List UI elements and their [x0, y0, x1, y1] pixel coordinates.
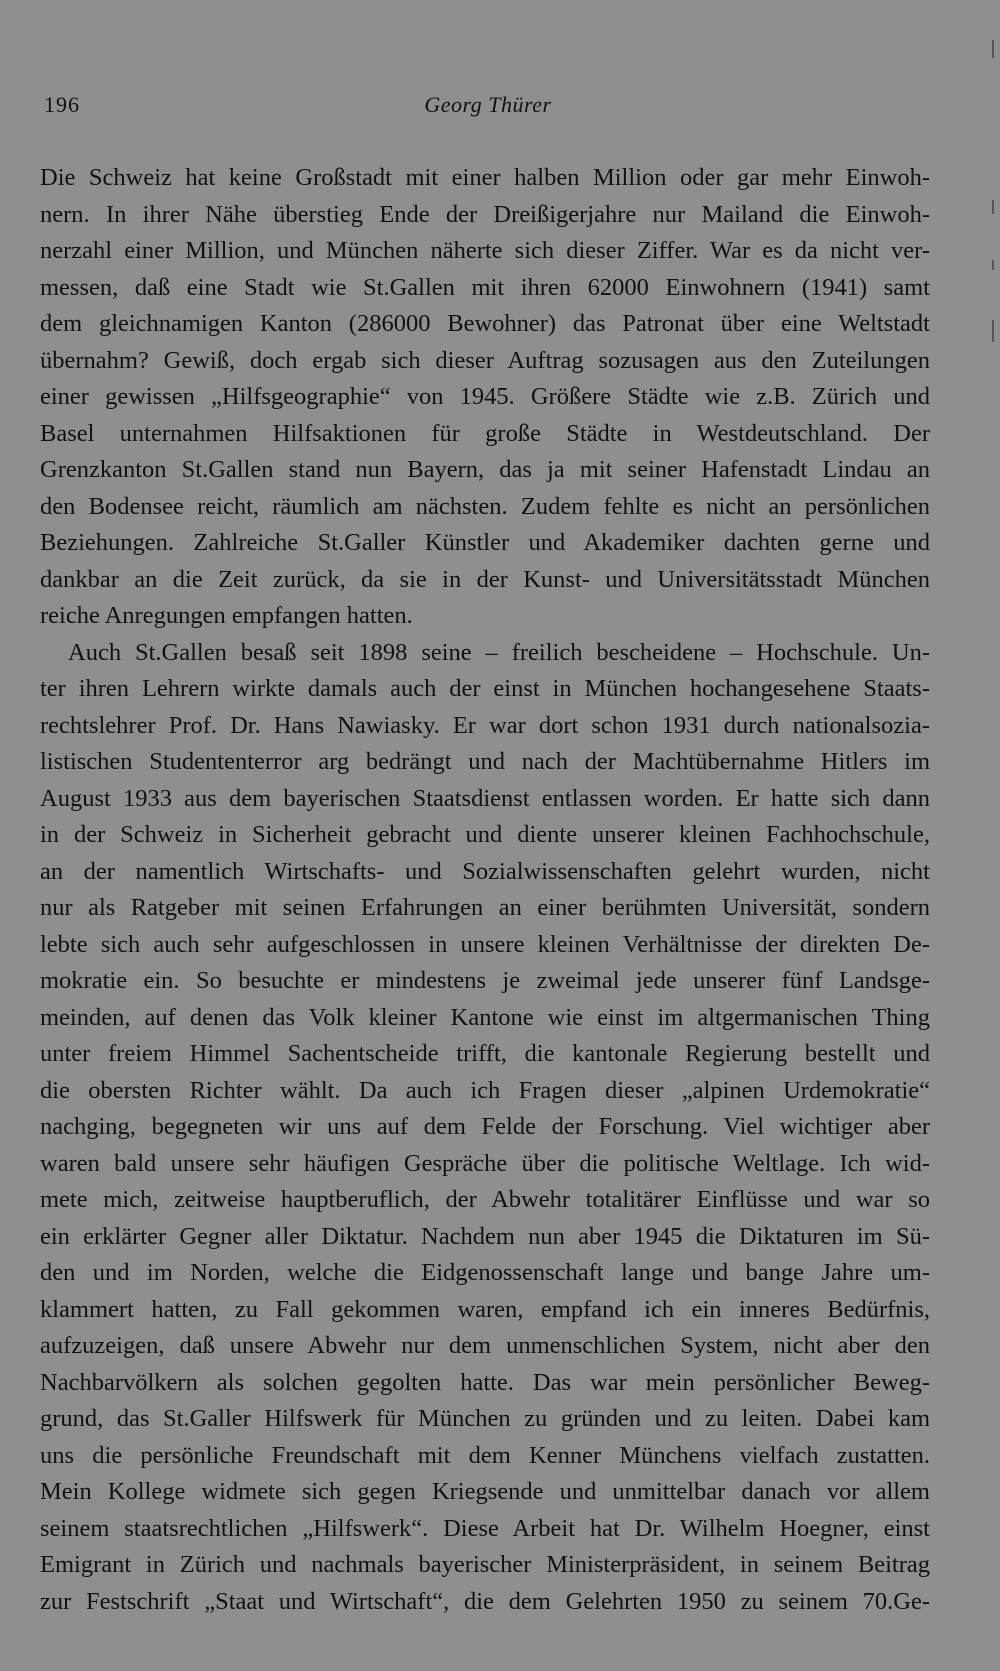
text-line: in der Schweiz in Sicherheit gebracht und diente unserer kleinen Fachhochschule,: [40, 821, 930, 848]
text-line: rechtslehrer Prof. Dr. Hans Nawiasky. Er war dort schon 1931 durch nationalsozia-: [40, 711, 930, 739]
text-line: dem gleichnamigen Kanton (286000 Bewohner) das Patronat über eine Weltstadt: [40, 310, 930, 337]
running-head-author: Georg Thürer: [424, 92, 552, 117]
text-line: Basel unternahmen Hilfsaktionen für große Städte in Westdeutschland. Der: [40, 419, 930, 447]
text-line: die obersten Richter wählt. Da auch ich Fragen dieser „alpinen Urdemokratie“: [40, 1076, 930, 1104]
text-line: Emigrant in Zürich und nachmals bayerischer Ministerpräsident, in seinem Beitrag: [40, 1551, 930, 1578]
text-line: einer gewissen „Hilfsgeographie“ von 1945. Größere Städte wie z.B. Zürich und: [40, 383, 930, 410]
text-line: August 1933 aus dem bayerischen Staatsdienst entlassen worden. Er hatte sich dann: [40, 784, 930, 812]
text-line: dankbar an die Zeit zurück, da sie in der Kunst- und Universitätsstadt München: [40, 565, 930, 593]
text-line: Grenzkanton St.Gallen stand nun Bayern, das ja mit seiner Hafenstadt Lindau an: [40, 456, 930, 483]
text-line: messen, daß eine Stadt wie St.Gallen mit ihren 62000 Einwohnern (1941) samt: [40, 273, 930, 301]
text-line: klammert hatten, zu Fall gekommen waren, empfand ich ein inneres Bedürfnis,: [40, 1295, 930, 1323]
text-line: ein erklärter Gegner aller Diktatur. Nachdem nun aber 1945 die Diktaturen im Sü-: [40, 1222, 930, 1250]
text-line-paragraph-end: reiche Anregungen empfangen hatten.: [40, 602, 413, 629]
text-line: übernahm? Gewiß, doch ergab sich dieser Auftrag sozusagen aus den Zuteilungen: [40, 346, 930, 374]
scan-edge-mark: [992, 320, 994, 342]
text-line: den Bodensee reicht, räumlich am nächsten. Zudem fehlte es nicht an persönlichen: [40, 492, 930, 520]
text-line: nerzahl einer Million, und München näherte sich dieser Ziffer. War es da nicht ver-: [40, 237, 930, 264]
text-line: aufzuzeigen, daß unsere Abwehr nur dem unmenschlichen System, nicht aber den: [40, 1332, 930, 1359]
text-line: den und im Norden, welche die Eidgenossenschaft lange und bange Jahre um-: [40, 1259, 930, 1286]
body-text: [40, 160, 930, 1620]
text-line: waren bald unsere sehr häufigen Gespräche über die politische Weltlage. Ich wid-: [40, 1149, 930, 1177]
text-line: mete mich, zeitweise hauptberuflich, der Abwehr totalitärer Einflüsse und war so: [40, 1186, 930, 1213]
text-line: meinden, auf denen das Volk kleiner Kantone wie einst im altgermanischen Thing: [40, 1003, 930, 1031]
page-number: 196: [44, 92, 80, 117]
text-line: nur als Ratgeber mit seinen Erfahrungen an einer berühmten Universität, sondern: [40, 894, 930, 921]
page-header: [44, 92, 932, 122]
scan-edge-marks: [991, 40, 994, 1140]
text-line: unter freiem Himmel Sachentscheide trifft, die kantonale Regierung bestellt und: [40, 1040, 930, 1067]
text-line: Die Schweiz hat keine Großstadt mit einer halben Million oder gar mehr Einwoh-: [40, 164, 930, 191]
scan-edge-mark: [992, 200, 994, 214]
text-line: Beziehungen. Zahlreiche St.Galler Künstler und Akademiker dachten gerne und: [40, 529, 930, 556]
text-line: nern. In ihrer Nähe überstieg Ende der Dreißigerjahre nur Mailand die Einwoh-: [40, 200, 930, 228]
text-line: mokratie ein. So besuchte er mindestens je zweimal jede unserer fünf Landsge-: [40, 967, 930, 994]
text-line: Nachbarvölkern als solchen gegolten hatte. Das war mein persönlicher Beweg-: [40, 1368, 930, 1396]
text-line: ter ihren Lehrern wirkte damals auch der einst in München hochangesehene Staats-: [40, 675, 930, 702]
scan-edge-mark: [992, 260, 994, 270]
text-line: uns die persönliche Freundschaft mit dem Kenner Münchens vielfach zustatten.: [40, 1441, 930, 1469]
text-line-paragraph-start: Auch St.Gallen besaß seit 1898 seine – freilich bescheidene – Hochschule. Un-: [68, 638, 930, 666]
text-line: zur Festschrift „Staat und Wirtschaft“, die dem Gelehrten 1950 zu seinem 70.Ge-: [40, 1587, 930, 1615]
text-line: seinem staatsrechtlichen „Hilfswerk“. Diese Arbeit hat Dr. Wilhelm Hoegner, einst: [40, 1514, 930, 1542]
text-line: nachging, begegneten wir uns auf dem Felde der Forschung. Viel wichtiger aber: [40, 1113, 930, 1140]
text-line: an der namentlich Wirtschafts- und Sozialwissenschaften gelehrt wurden, nicht: [40, 857, 930, 885]
text-line: grund, das St.Galler Hilfswerk für München zu gründen und zu leiten. Dabei kam: [40, 1405, 930, 1432]
text-line: lebte sich auch sehr aufgeschlossen in unsere kleinen Verhältnisse der direkten De-: [40, 930, 930, 958]
text-line: Mein Kollege widmete sich gegen Kriegsende und unmittelbar danach vor allem: [40, 1478, 930, 1505]
text-line: listischen Studententerror arg bedrängt und nach der Machtübernahme Hitlers im: [40, 748, 930, 775]
scan-edge-mark: [992, 40, 994, 58]
